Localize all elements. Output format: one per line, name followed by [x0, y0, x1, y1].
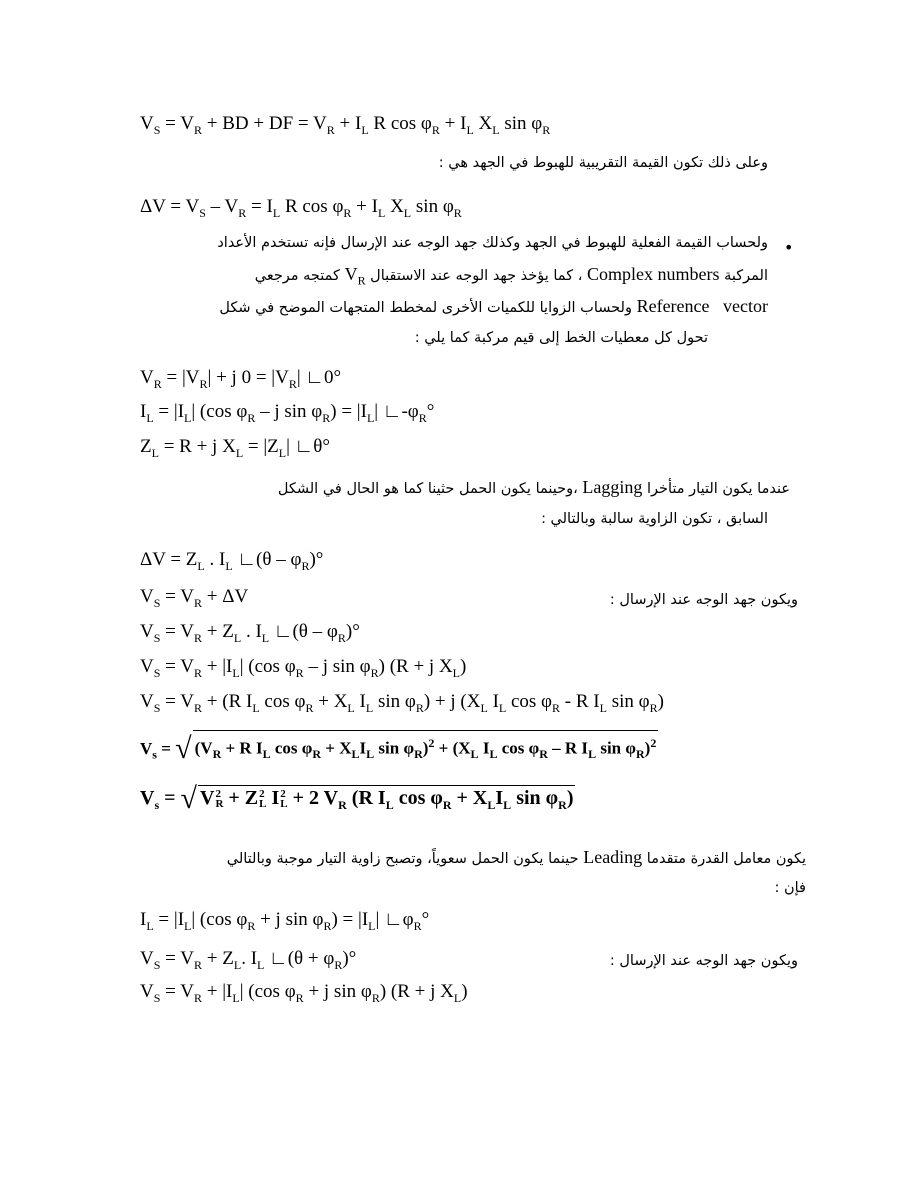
- text-complex-numbers-line4: تحول كل معطيات الخط إلى قيم مركبة كما يلي :: [414, 330, 708, 346]
- equation-il-lagging: $I_L = |I_L|$ (cos $\varphi_R$ – j $\sin \varphi_R) = |I_L|$ $∟-\varphi_R^\circ$: [140, 401, 435, 425]
- equation-zl: $Z_L = R + j$ $X_L = |Z_L|$ ∟θ°: [140, 436, 330, 460]
- sqrt-icon: √: [175, 731, 192, 765]
- sqrt-icon: √: [180, 782, 197, 815]
- equation-vs-magnitude-1-radicand: ($V_R + R$ $I_L$ $\cos \varphi_R + X_LI_L$ $\sin \varphi_R)^2 + (X_L$ $I_L$ $\cos \varphi_R$ – R $I_L$ $\sin \varphi_R)^2$: [193, 730, 659, 766]
- text-complex-numbers-line1: ولحساب القيمة الفعلية للهبوط في الجهد وكذلك جهد الوجه عند الإرسال فإنه تستخدم الأعداد: [217, 235, 768, 251]
- equation-vs-magnitude-1-lhs: $V_s$ =: [140, 738, 176, 762]
- equation-vs-magnitude-2-lhs: $V_s$ =: [140, 787, 181, 812]
- text-complex-numbers-line2: المركبة Complex numbers ، كما يؤخذ جهد الوجه عند الاستقبال $V_R$ كمتجه مرجعي: [254, 264, 768, 288]
- equation-vs-step2: $V_S = V_R + |I_L|$ (cos $\varphi_R$ – j $\sin \varphi_R$) (R + j $X_L$): [140, 656, 467, 680]
- equation-vs-magnitude-1: [140, 730, 658, 766]
- text-approx-drop: وعلى ذلك تكون القيمة التقريبية للهبوط في الجهد هي :: [438, 155, 768, 171]
- text-sending-voltage-1: ويكون جهد الوجه عند الإرسال :: [609, 592, 798, 608]
- text-leading-line2: فإن :: [774, 880, 806, 896]
- equation-delta-v: $\Delta V = V_S - V_R = I_L$ R $\cos \varphi_R + I_L$ $X_L$ $\sin \varphi_R$: [140, 196, 462, 220]
- equation-vs-leading-2: $V_S = V_R + |I_L|$ (cos $\varphi_R + j$ $\sin \varphi_R$) (R + j $X_L$): [140, 981, 468, 1005]
- text-sending-voltage-2: ويكون جهد الوجه عند الإرسال :: [609, 953, 798, 969]
- text-leading-line1: يكون معامل القدرة متقدما Leading حينما يكون الحمل سعوياً، وتصبح زاوية التيار موجبة وبالتالي: [226, 847, 806, 867]
- equation-vs-step3: $V_S = V_R + (R$ $I_L$ $\cos \varphi_R + X_L$ $I_L$ $\sin \varphi_R) + j$ ($X_L$ $I_L$ $\cos \varphi_R$ - R $I_L$ $\sin \varphi_R$): [140, 691, 664, 715]
- text-complex-numbers-line3: Reference vector ولحساب الزوايا للكميات الأخرى لمخطط المتجهات الموضح في شكل: [219, 296, 768, 316]
- bullet-icon: •: [784, 238, 794, 257]
- equation-vs-magnitude-2: [140, 782, 575, 817]
- equation-vs-magnitude-2-radicand: V2 R + Z2 L I2 L + 2 $V_R$ (R $I_L$ $\cos \varphi_R + X_LI_L$ $\sin \varphi_R$): [198, 785, 575, 817]
- text-lagging-line1: عندما يكون التيار متأخرا Lagging ،وحينما يكون الحمل حثينا كما هو الحال في الشكل: [277, 477, 790, 497]
- equation-vs-step1: $V_S = V_R + Z_L$ . $I_L$ ∟(θ – $\varphi_R)^\circ$: [140, 621, 360, 645]
- equation-vr-phasor: $V_R = |V_R| + j$ $0 = |V_R|$ ∟0°: [140, 367, 342, 391]
- equation-vs-components: $V_S = V_R$ + BD + DF = $V_R + I_L$ R $\cos \varphi_R + I_L$ $X_L$ $\sin \varphi_R$: [140, 113, 551, 137]
- equation-il-leading: $I_L = |I_L|$ (cos $\varphi_R + j$ $\sin \varphi_R) = |I_L|$ $∟\varphi_R^\circ$: [140, 909, 430, 933]
- equation-delta-v-phasor: $\Delta V = Z_L$ . $I_L$ ∟(θ – $\varphi_R)^\circ$: [140, 549, 324, 573]
- equation-vs-leading-1: $V_S = V_R + Z_L$. $I_L$ ∟(θ + $\varphi_R)^\circ$: [140, 948, 357, 972]
- text-lagging-line2: السابق ، تكون الزاوية سالبة وبالتالي :: [541, 511, 768, 527]
- equation-vs-sum: $V_S = V_R + \Delta V$: [140, 586, 249, 610]
